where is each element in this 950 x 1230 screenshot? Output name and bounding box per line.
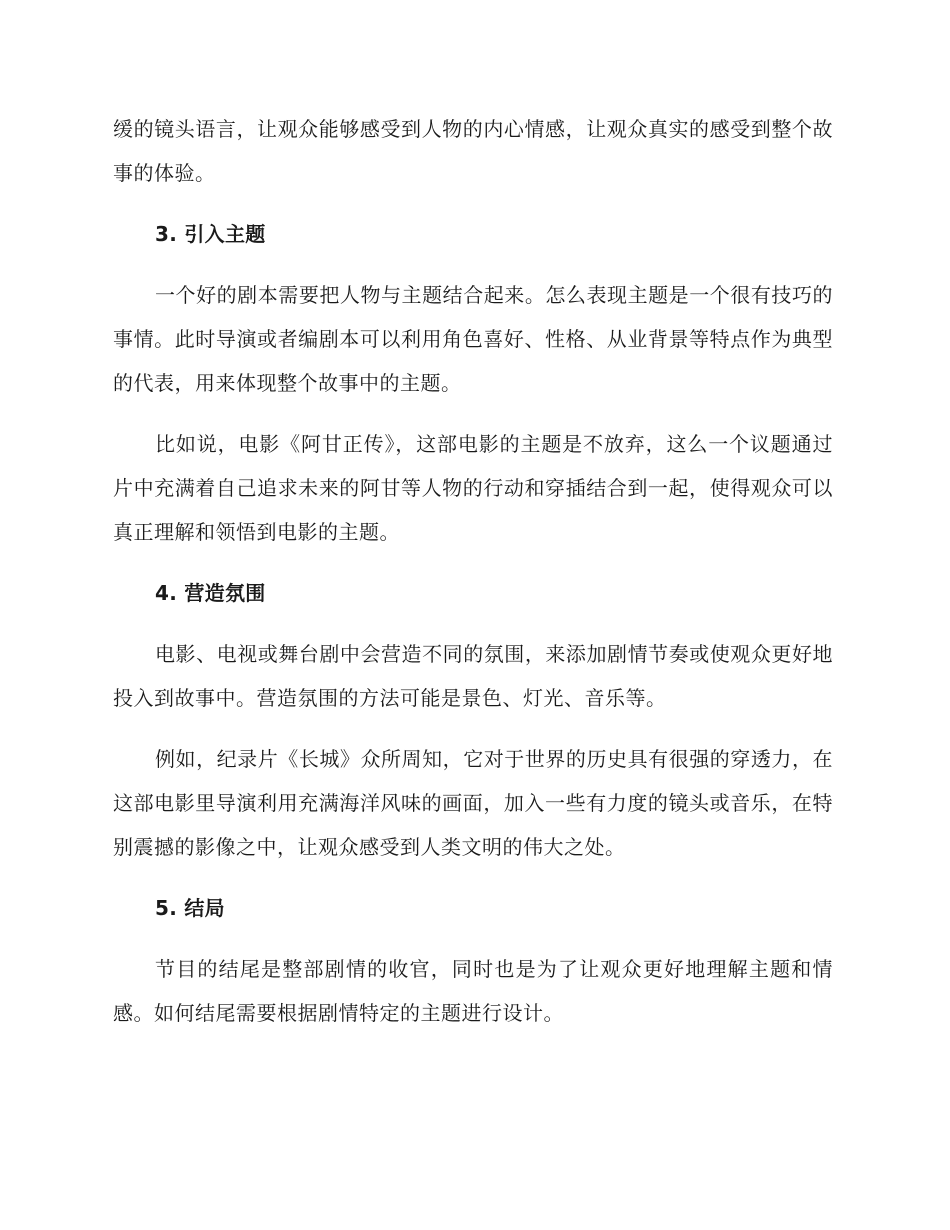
section-5-paragraph-1: 节目的结尾是整部剧情的收官，同时也是为了让观众更好地理解主题和情感。如何结尾需要根据剧情特定的主题进行设计。 bbox=[113, 957, 833, 1025]
section-heading-ending: 5. 结局 bbox=[155, 896, 225, 920]
section-heading-introduce-theme: 3. 引入主题 bbox=[155, 222, 266, 246]
section-4-paragraph-1: 电影、电视或舞台剧中会营造不同的氛围，来添加剧情节奏或使观众更好地投入到故事中。营造氛围的方法可能是景色、灯光、音乐等。 bbox=[113, 642, 833, 710]
section-4-paragraph-2: 例如，纪录片《长城》众所周知，它对于世界的历史具有很强的穿透力，在这部电影里导演利用充满海洋风味的画面，加入一些有力度的镜头或音乐，在特别震撼的影像之中，让观众感受到人类文明的伟大之处。 bbox=[113, 747, 833, 859]
document-body bbox=[113, 107, 833, 1052]
section-3-paragraph-1: 一个好的剧本需要把人物与主题结合起来。怎么表现主题是一个很有技巧的事情。此时导演或者编剧本可以利用角色喜好、性格、从业背景等特点作为典型的代表，用来体现整个故事中的主题。 bbox=[113, 283, 833, 395]
section-heading-create-atmosphere: 4. 营造氛围 bbox=[155, 581, 266, 605]
section-3-paragraph-2: 比如说，电影《阿甘正传》，这部电影的主题是不放弃，这么一个议题通过片中充满着自己追求未来的阿甘等人物的行动和穿插结合到一起，使得观众可以真正理解和领悟到电影的主题。 bbox=[113, 432, 833, 544]
intro-continuation-paragraph: 缓的镜头语言，让观众能够感受到人物的内心情感，让观众真实的感受到整个故事的体验。 bbox=[113, 117, 833, 185]
